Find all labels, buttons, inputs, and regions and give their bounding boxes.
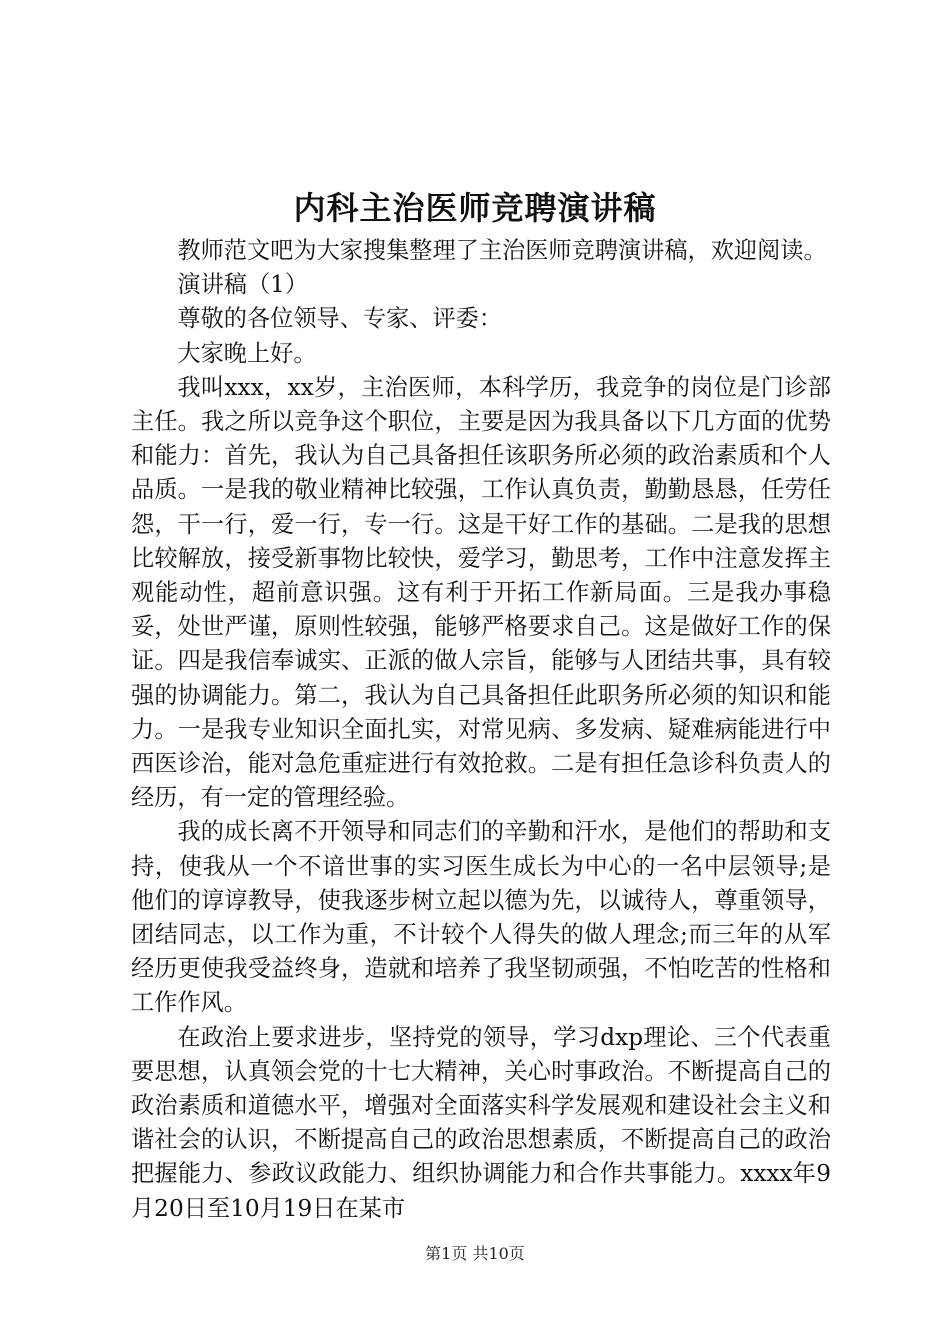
paragraph-intro: 教师范文吧为大家搜集整理了主治医师竞聘演讲稿，欢迎阅读。 (177, 237, 827, 264)
paragraph-salutation: 尊敬的各位领导、专家、评委： (177, 305, 503, 333)
paragraph-body-2: 我的成长离不开领导和同志们的辛勤和汗水，是他们的帮助和支持，使我从一个不谙世事的实习医生成长为中心的一名中层领导;是他们的谆谆教导，使我逐步树立起以德为先，以诚待人，尊重领导，团结同志，以工作为重，不计较个人得失的做人理念;而三年的从军经历更使我受益终身，造就和培养了我坚韧顽强，不怕吃苦的性格和工作作风。 (131, 818, 831, 1017)
page-number-footer: 第1页 共10页 (425, 1244, 525, 1263)
paragraph-greeting: 大家晚上好。 (177, 339, 317, 367)
paragraph-body-3: 在政治上要求进步，坚持党的领导，学习dxp理论、三个代表重要思想，认真领会党的十七大精神，关心时事政治。不断提高自己的政治素质和道德水平，增强对全面落实科学发展观和建设社会主义和谐社会的认识，不断提高自己的政治思想素质，不断提高自己的政治把握能力、参政议政能力、组织协调能力和合作共事能力。xxxx年9月20日至10月19日在某市 (131, 1023, 831, 1222)
paragraph-heading: 演讲稿（1） (177, 271, 309, 299)
document-body (131, 234, 831, 1226)
document-title: 内科主治医师竞聘演讲稿 (293, 189, 657, 227)
paragraph-body-1: 我叫xxx，xx岁，主治医师，本科学历，我竞争的岗位是门诊部主任。我之所以竞争这个职位，主要是因为我具备以下几方面的优势和能力：首先，我认为自己具备担任该职务所必须的政治素质和个人品质。一是我的敬业精神比较强，工作认真负责，勤勤恳恳，任劳任怨，干一行，爱一行，专一行。这是干好工作的基础。二是我的思想比较解放，接受新事物比较快，爱学习，勤思考，工作中注意发挥主观能动性，超前意识强。这有利于开拓工作新局面。三是我办事稳妥，处世严谨，原则性较强，能够严格要求自己。这是做好工作的保证。四是我信奉诚实、正派的做人宗旨，能够与人团结共事，具有较强的协调能力。第二，我认为自己具备担任此职务所必须的知识和能力。一是我专业知识全面扎实，对常见病、多发病、疑难病能进行中西医诊治，能对急危重症进行有效抢救。二是有担任急诊科负责人的经历，有一定的管理经验。 (131, 373, 831, 812)
